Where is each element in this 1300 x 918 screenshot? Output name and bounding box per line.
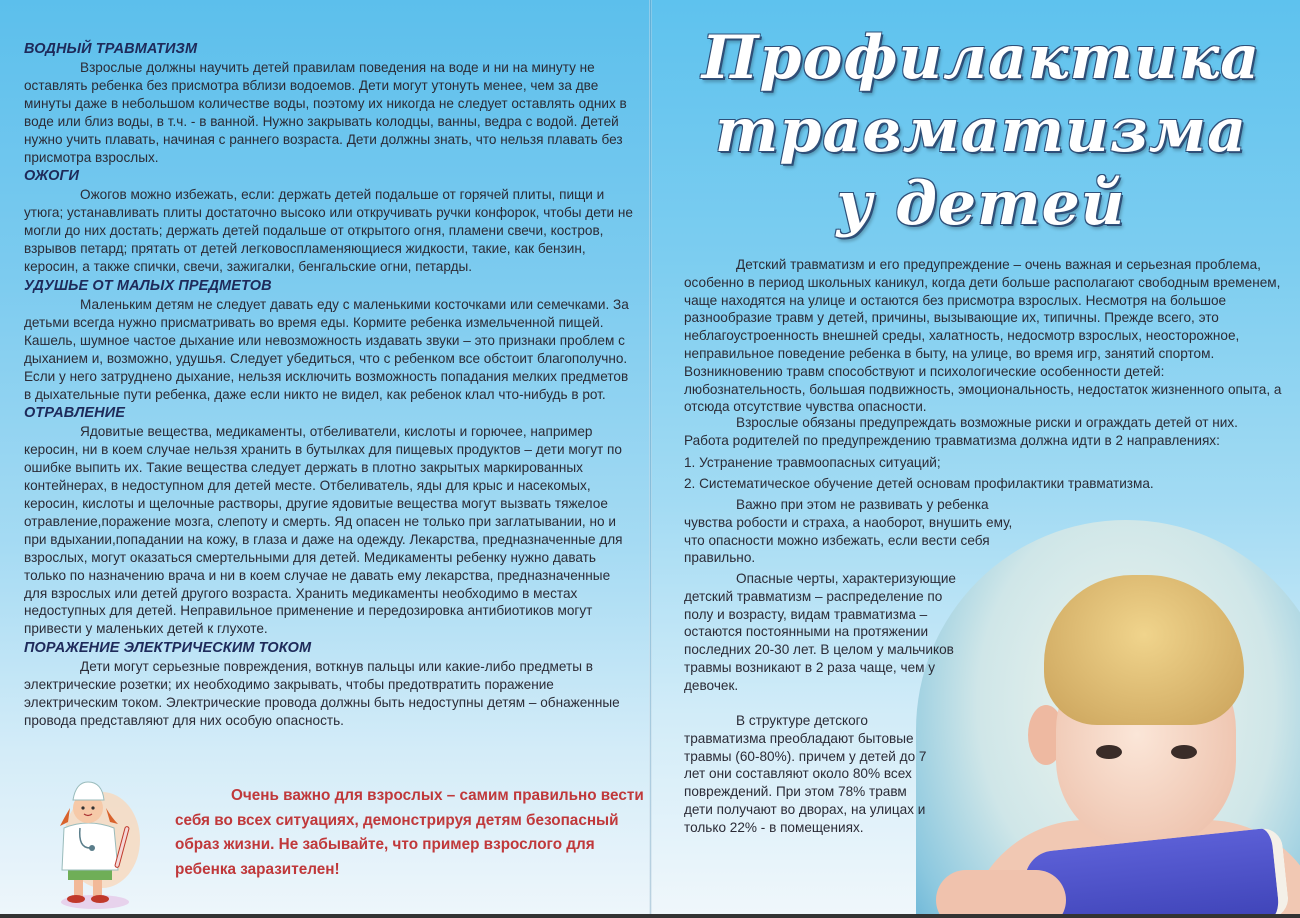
section-heading: ПОРАЖЕНИЕ ЭЛЕКТРИЧЕСКИМ ТОКОМ	[24, 640, 312, 657]
section-text: Взрослые должны научить детей правилам поведения на воде и ни на минуту не оставлять ребенка без присмотра вблизи водоемов. Дети могут утонуть менее, чем за две минуты даже в небольшом количестве воды, поэтому их никогда не следует оставлять одних в воде или близ воды, в т.ч. - в ванной. Нужно закрывать колодцы, ванны, ведра с водой. Детей нужно учить плавать, начиная с раннего возраста. Дети должны знать, что нельзя плавать без присмотра взрослых.	[24, 60, 627, 165]
callout-text: Очень важно для взрослых – самим правильно вести себя во всех ситуациях, демонстрируя детям безопасный образ жизни. Не забывайте, что пример взрослого для ребенка заразителен!	[175, 787, 644, 878]
photo-eye	[1171, 745, 1197, 759]
structure-paragraph: В структуре детского травматизма преобладают бытовые травмы (60-80%). причем у детей до 7 лет они составляют около 80% всех повреждений. При этом 78% травм дети получают во дворах, на улицах и только 22% - в помещениях.	[684, 713, 927, 835]
section-choking	[24, 277, 634, 403]
section-text: Маленьким детям не следует давать еду с маленькими косточками или семечками. За детьми всегда нужно присматривать во время еды. Кормите ребенка измельченной пищей. Кашель, шумное частое дыхание или невозможность издавать звуки – это признаки проблем с дыханием и, возможно, удушья. Следует убедиться, что с ребенком все обстоит благополучно. Если у него затруднено дыхание, нельзя исключить возможность попадания мелких предметов в дыхательные пути ребенка, даже если никто не видел, как ребенок клал что-нибудь в рот.	[24, 296, 629, 402]
section-poisoning	[24, 404, 634, 638]
section-heading: ВОДНЫЙ ТРАВМАТИЗМ	[24, 41, 198, 57]
section-text: Ожогов можно избежать, если: держать детей подальше от горячей плиты, пищи и утюга; устанавливать плиты достаточно высоко или откручивать ручки конфорок, чтобы дети не могли до них достать; держать детей подальше от открытого огня, пламени свечи, костров, взрывов петард; прятать от детей легковоспламеняющиеся жидкости, такие, как бензин, керосин, а также спички, свечи, зажигалки, бенгальские огни, петарды.	[24, 187, 633, 275]
section-water-injury	[24, 40, 634, 166]
page-fold	[649, 0, 652, 918]
section-heading: ОТРАВЛЕНИЕ	[24, 405, 126, 422]
direction-item: 2. Систематическое обучение детей основам профилактики травматизма.	[684, 476, 1154, 492]
safety-sections	[24, 40, 634, 731]
photo-hair	[1044, 575, 1244, 725]
title-line-3: у детей	[836, 169, 1126, 239]
boy-with-arm-cast-photo	[916, 520, 1300, 918]
section-heading: УДУШЬЕ ОТ МАЛЫХ ПРЕДМЕТОВ	[24, 277, 272, 294]
duty-lead: Взрослые обязаны предупреждать возможные риски и ограждать детей от них. Работа родителей по предупреждению травматизма должна идти в 2 направлениях:	[684, 415, 1238, 448]
section-electric-shock	[24, 639, 634, 730]
intro-paragraph: Детский травматизм и его предупреждение – очень важная и серьезная проблема, особенно в период школьных каникул, когда дети больше располагают свободным временем, чаще находятся на улице и остаются без присмотра взрослых. Несмотря на большое разнообразие травм у детей, причины, вызывающие их, типичны. Прежде всего, это неблагоустроенность внешней среды, халатность, недосмотр взрослых, неосторожное, неправильное поведение ребенка в быту, на улице, во время игр, занятий спортом. Возникновению травм способствуют и психологические особенности детей: любознательность, большая подвижность, эмоциональность, недостаток жизненного опыта, а отсюда отсутствие чувства опасности.	[684, 257, 1282, 415]
title-line-2: травматизма	[715, 96, 1247, 166]
page-title	[671, 22, 1291, 241]
photo-eye	[1096, 745, 1122, 759]
right-page	[651, 0, 1300, 918]
nurse-girl-illustration	[40, 778, 150, 913]
photo-hand	[936, 870, 1066, 918]
section-text: Дети могут серьезные повреждения, воткнув пальцы или какие-либо предметы в электрические розетки; их необходимо закрывать, чтобы предотвратить поражение электрическим током. Электрические провода должны быть недоступны детям – обнаженные провода представляют для них особую опасность.	[24, 659, 620, 728]
title-line-1: Профилактика	[701, 23, 1261, 93]
important-paragraph: Важно при этом не развивать у ребенка чувства робости и страха, а наоборот, внушить ему, что опасности можно избежать, если вести себя правильно.	[684, 497, 1013, 566]
section-burns	[24, 167, 634, 276]
parents-duty-block	[684, 414, 1284, 493]
direction-item: 1. Устранение травмоопасных ситуаций;	[684, 454, 941, 470]
bottom-edge	[0, 914, 1300, 918]
section-text: Ядовитые вещества, медикаменты, отбеливатели, кислоты и горючее, например керосин, ни в коем случае нельзя хранить в бутылках для пищевых продуктов – дети могут по ошибке выпить их. Такие вещества следует держать в плотно закрытых маркированных контейнерах, в недоступном для детей месте. Отбеливатель, яды для крыс и насекомых, керосин, кислоты и щелочные растворы, другие ядовитые вещества могут вызвать тяжелое отравление,поражение мозга, слепоту и смерть. Яд опасен не только при заглатывании, но и при вдыхании,попадании на кожу, в глаза и даже на одежду. Лекарства, предназначенные для взрослых, могут оказаться смертельными для детей. Медикаменты ребенку нужно давать только по назначению врача и ни в коем случае не давать ему лекарства, предназначенные для взрослых или детей другого возраста. Хранить медикаменты необходимо в местах недоступных для детей. Неправильное применение и передозировка антибиотиков могут привести у маленьких детей к глухоте.	[24, 424, 623, 637]
section-heading: ОЖОГИ	[24, 168, 80, 185]
traits-paragraph: Опасные черты, характеризующие детский травматизм – распределение по полу и возрасту, видам травматизма – остаются постоянными на протяжении последних 20-30 лет. В целом у мальчиков травмы возникают в 2 раза чаще, чем у девочек.	[684, 571, 956, 693]
